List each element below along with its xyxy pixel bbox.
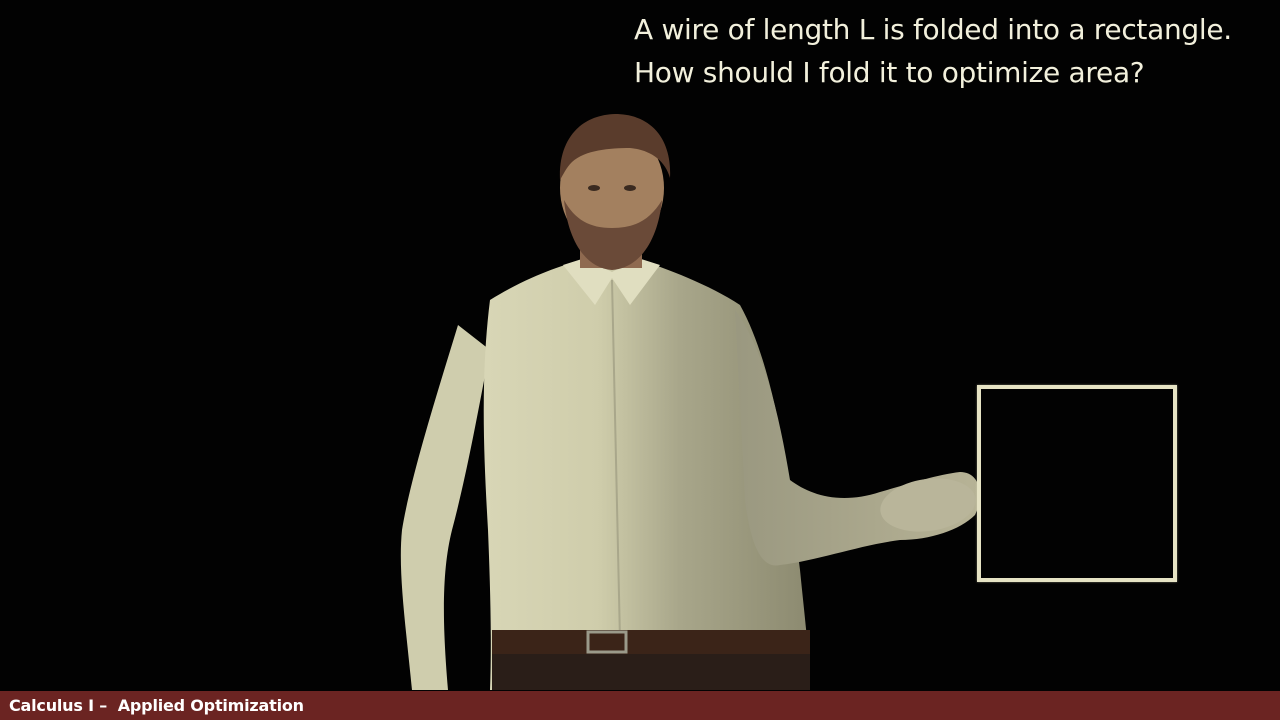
trousers bbox=[492, 654, 810, 690]
footer-separator: – bbox=[93, 696, 118, 715]
presenter-figure bbox=[380, 100, 1000, 690]
wire-rectangle bbox=[977, 385, 1177, 582]
belt bbox=[492, 630, 810, 654]
course-name: Calculus I bbox=[9, 696, 94, 715]
left-arm bbox=[401, 325, 490, 690]
problem-line-1: A wire of length L is folded into a rectangle. bbox=[634, 13, 1232, 46]
course-footer-bar bbox=[0, 691, 1280, 720]
problem-statement bbox=[634, 8, 1274, 94]
footer-title bbox=[9, 696, 304, 715]
problem-line-2: How should I fold it to optimize area? bbox=[634, 56, 1145, 89]
lecture-topic: Applied Optimization bbox=[117, 696, 304, 715]
